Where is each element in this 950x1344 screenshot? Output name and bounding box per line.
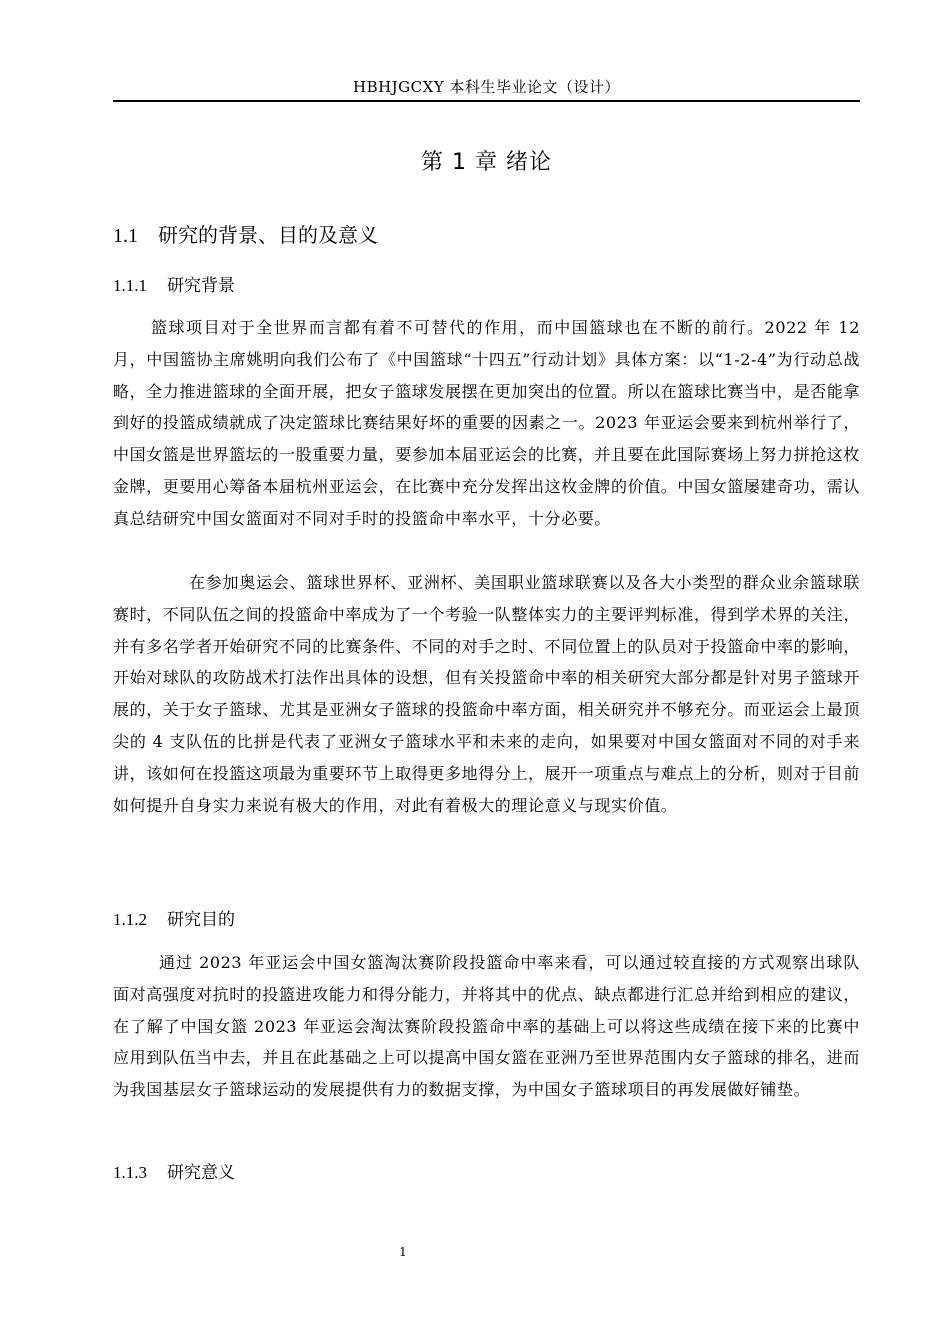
paragraph-background-1: 篮球项目对于全世界而言都有着不可替代的作用，而中国篮球也在不断的前行。2022 年 12 月，中国篮协主席姚明向我们公布了《中国篮球“十四五”行动计划》具体方案：以“1-2-4”为行动总战略，全力推进篮球的全面开展，把女子篮球发展摆在更加突出的位置。所以在篮球比赛当中，是否能拿到好的投篮成绩就成了决定篮球比赛结果好坏的重要的因素之一。2023 年亚运会要来到杭州举行了，中国女篮是世界篮坛的一股重要力量，要参加本届亚运会的比赛，并且要在此国际赛场上努力拼抢这枚金牌，更要用心筹备本届杭州亚运会，在比赛中充分发挥出这枚金牌的价值。中国女篮屡建奇功，需认真总结研究中国女篮面对不同对手时的投篮命中率水平，十分必要。	[113, 318, 861, 528]
section-title: 研究目的	[167, 910, 235, 930]
header-rule	[113, 100, 860, 102]
section-heading-1-1-1	[113, 273, 235, 299]
chapter-title: 第 1 章 绪论	[421, 150, 552, 175]
section-title: 研究的背景、目的及意义	[158, 223, 378, 247]
section-number: 1.1.1	[113, 276, 147, 295]
section-heading-1-1	[113, 221, 378, 250]
page-number: 1	[399, 1245, 407, 1259]
section-title: 研究意义	[167, 1163, 235, 1183]
section-number: 1.1	[113, 225, 138, 247]
paragraph-purpose-1: 通过 2023 年亚运会中国女篮淘汰赛阶段投篮命中率来看，可以通过较直接的方式观察出球队面对高强度对抗时的投篮进攻能力和得分能力，并将其中的优点、缺点都进行汇总并给到相应的建议，在了解了中国女篮 2023 年亚运会淘汰赛阶段投篮命中率的基础上可以将这些成绩在接下来的比赛中应用到队伍当中去，并且在此基础之上可以提高中国女篮在亚洲乃至世界范围内女子篮球的排名，进而为我国基层女子篮球运动的发展提供有力的数据支撑，为中国女子篮球项目的再发展做好铺垫。	[113, 953, 861, 1100]
paragraph-background-2: 在参加奥运会、篮球世界杯、亚洲杯、美国职业篮球联赛以及各大小类型的群众业余篮球联赛时，不同队伍之间的投篮命中率成为了一个考验一队整体实力的主要评判标准，得到学术界的关注，并有多名学者开始研究不同的比赛条件、不同的对手之时、不同位置上的队员对于投篮命中率的影响，开始对球队的攻防战术打法作出具体的设想，但有关投篮命中率的相关研究大部分都是针对男子篮球开展的，关于女子篮球、尤其是亚洲女子篮球的投篮命中率方面，相关研究并不够充分。而亚运会上最顶尖的 4 支队伍的比拼是代表了亚洲女子篮球水平和未来的走向，如果要对中国女篮面对不同的对手来讲，该如何在投篮这项最为重要环节上取得更多地得分上，展开一项重点与难点上的分析，则对于目前如何提升自身实力来说有极大的作用，对此有着极大的理论意义与现实价值。	[113, 573, 861, 815]
section-heading-1-1-3	[113, 1160, 235, 1186]
section-number: 1.1.2	[113, 910, 147, 929]
section-number: 1.1.3	[113, 1163, 147, 1182]
section-heading-1-1-2	[113, 907, 235, 933]
section-title: 研究背景	[167, 276, 235, 296]
running-header: HBHJGCXY 本科生毕业论文（设计）	[352, 78, 620, 96]
